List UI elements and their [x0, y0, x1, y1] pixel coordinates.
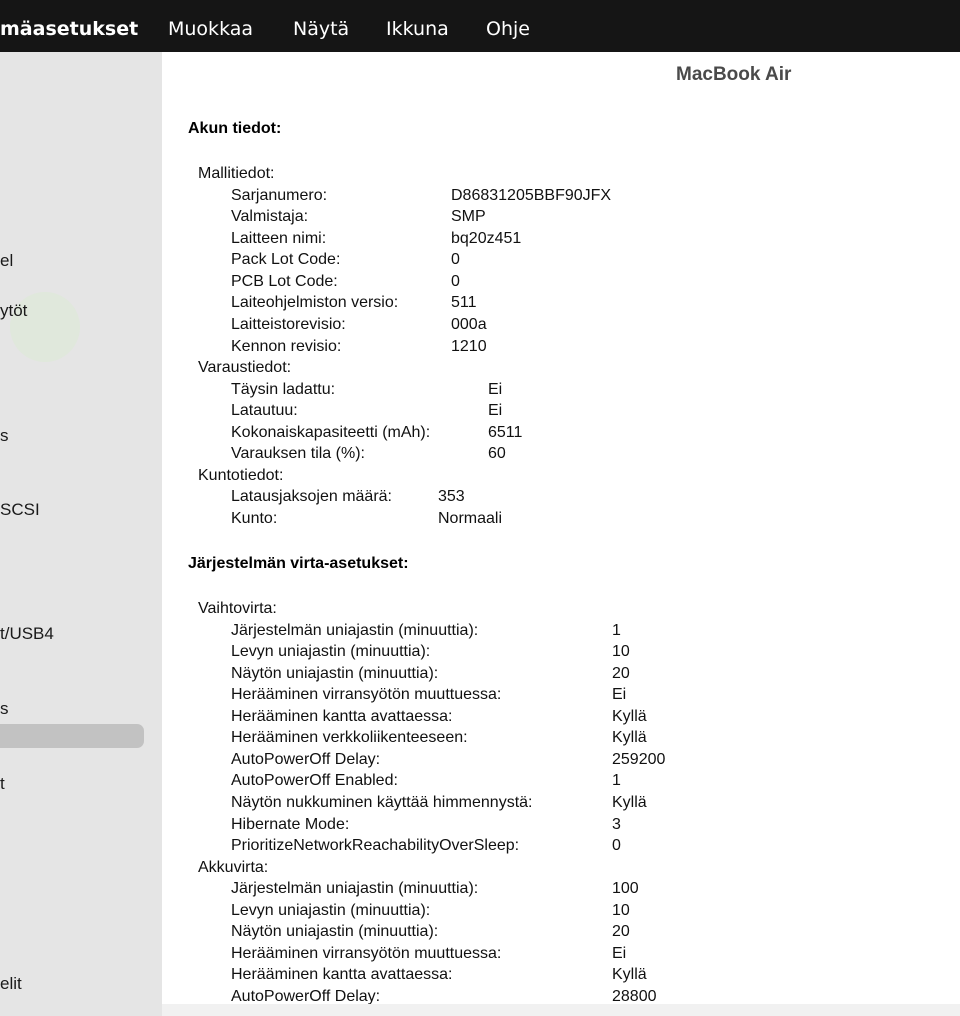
- sidebar-selection-highlight[interactable]: [0, 724, 144, 748]
- info-label: Latausjaksojen määrä:: [231, 488, 392, 505]
- info-value: 100: [612, 880, 639, 897]
- sidebar: [0, 52, 162, 1016]
- info-value: Kyllä: [612, 794, 647, 811]
- sidebar-item[interactable]: t/USB4: [0, 624, 54, 643]
- info-label: Herääminen virransyötön muuttuessa:: [231, 945, 502, 962]
- info-value: Ei: [612, 945, 627, 962]
- info-value: 10: [612, 643, 630, 660]
- sidebar-item[interactable]: t: [0, 774, 5, 793]
- menu-ohje[interactable]: Ohje: [486, 18, 530, 40]
- info-value: bq20z451: [451, 230, 522, 247]
- device-title: MacBook Air: [676, 64, 792, 85]
- info-label: AutoPowerOff Delay:: [231, 751, 381, 768]
- info-label: Levyn uniajastin (minuuttia):: [231, 902, 431, 919]
- info-label: Herääminen kantta avattaessa:: [231, 708, 453, 725]
- sidebar-item[interactable]: ytöt: [0, 301, 28, 320]
- info-value: Kyllä: [612, 966, 647, 983]
- info-label: Näytön uniajastin (minuuttia):: [231, 665, 439, 682]
- info-label: Kennon revisio:: [231, 338, 342, 355]
- info-panel: [162, 52, 960, 1004]
- info-label: Järjestelmän uniajastin (minuuttia):: [231, 622, 479, 639]
- info-label: Sarjanumero:: [231, 187, 328, 204]
- info-value: 511: [451, 294, 477, 311]
- info-value: 6511: [488, 424, 523, 441]
- menu-ikkuna[interactable]: Ikkuna: [386, 18, 449, 40]
- info-value: 1: [612, 772, 621, 789]
- sidebar-item[interactable]: elit: [0, 974, 22, 993]
- info-value: 259200: [612, 751, 666, 768]
- info-label: Laiteohjelmiston versio:: [231, 294, 399, 311]
- battery-power-group: Akkuvirta:: [198, 859, 269, 876]
- info-value: 28800: [612, 988, 657, 1004]
- sidebar-item[interactable]: s: [0, 699, 9, 718]
- info-label: Laitteen nimi:: [231, 230, 327, 247]
- info-label: PrioritizeNetworkReachabilityOverSleep:: [231, 837, 520, 854]
- info-value: 3: [612, 816, 621, 833]
- info-label: Järjestelmän uniajastin (minuuttia):: [231, 880, 479, 897]
- info-value: 0: [612, 837, 621, 854]
- info-value: 1: [612, 622, 621, 639]
- info-value: Kyllä: [612, 729, 647, 746]
- menu-nayta[interactable]: Näytä: [293, 18, 350, 40]
- info-value: D86831205BBF90JFX: [451, 187, 612, 204]
- info-value: 000a: [451, 316, 487, 333]
- sidebar-item[interactable]: SCSI: [0, 500, 40, 519]
- menu-app-name[interactable]: mäasetukset: [0, 18, 139, 40]
- info-value: 0: [451, 251, 460, 268]
- info-value: 20: [612, 665, 630, 682]
- battery-info-heading: Akun tiedot:: [188, 120, 282, 137]
- charge-info-group: Varaustiedot:: [198, 359, 292, 376]
- info-value: 60: [488, 445, 506, 462]
- info-label: PCB Lot Code:: [231, 273, 338, 290]
- info-label: Näytön nukkuminen käyttää himmennystä:: [231, 794, 533, 811]
- info-value: Normaali: [438, 510, 503, 527]
- info-label: Hibernate Mode:: [231, 816, 350, 833]
- info-label: Täysin ladattu:: [231, 381, 336, 398]
- info-value: 10: [612, 902, 630, 919]
- info-label: Kunto:: [231, 510, 278, 527]
- menu-muokkaa[interactable]: Muokkaa: [168, 18, 254, 40]
- sidebar-item[interactable]: s: [0, 426, 9, 445]
- info-value: 1210: [451, 338, 487, 355]
- info-value: Ei: [488, 402, 503, 419]
- power-settings-heading: Järjestelmän virta-asetukset:: [188, 555, 409, 572]
- menu-bar: [0, 0, 960, 52]
- info-label: AutoPowerOff Enabled:: [231, 772, 398, 789]
- info-label: Herääminen verkkoliikenteeseen:: [231, 729, 468, 746]
- info-label: Varauksen tila (%):: [231, 445, 365, 462]
- info-value: 20: [612, 923, 630, 940]
- info-value: Kyllä: [612, 708, 647, 725]
- info-value: 0: [451, 273, 460, 290]
- info-label: Laitteistorevisio:: [231, 316, 346, 333]
- info-label: Levyn uniajastin (minuuttia):: [231, 643, 431, 660]
- info-value: Ei: [488, 381, 503, 398]
- health-info-group: Kuntotiedot:: [198, 467, 284, 484]
- info-label: Kokonaiskapasiteetti (mAh):: [231, 424, 431, 441]
- sidebar-item[interactable]: el: [0, 251, 14, 270]
- info-label: Valmistaja:: [231, 208, 309, 225]
- info-label: Herääminen kantta avattaessa:: [231, 966, 453, 983]
- info-label: Näytön uniajastin (minuuttia):: [231, 923, 439, 940]
- ac-power-group: Vaihtovirta:: [198, 600, 277, 617]
- info-label: Herääminen virransyötön muuttuessa:: [231, 686, 502, 703]
- model-info-group: Mallitiedot:: [198, 165, 275, 182]
- info-value: 353: [438, 488, 465, 505]
- info-label: AutoPowerOff Delay:: [231, 988, 381, 1004]
- info-label: Pack Lot Code:: [231, 251, 341, 268]
- info-label: Latautuu:: [231, 402, 298, 419]
- info-value: SMP: [451, 208, 486, 225]
- info-value: Ei: [612, 686, 627, 703]
- bottom-strip: [162, 1004, 960, 1016]
